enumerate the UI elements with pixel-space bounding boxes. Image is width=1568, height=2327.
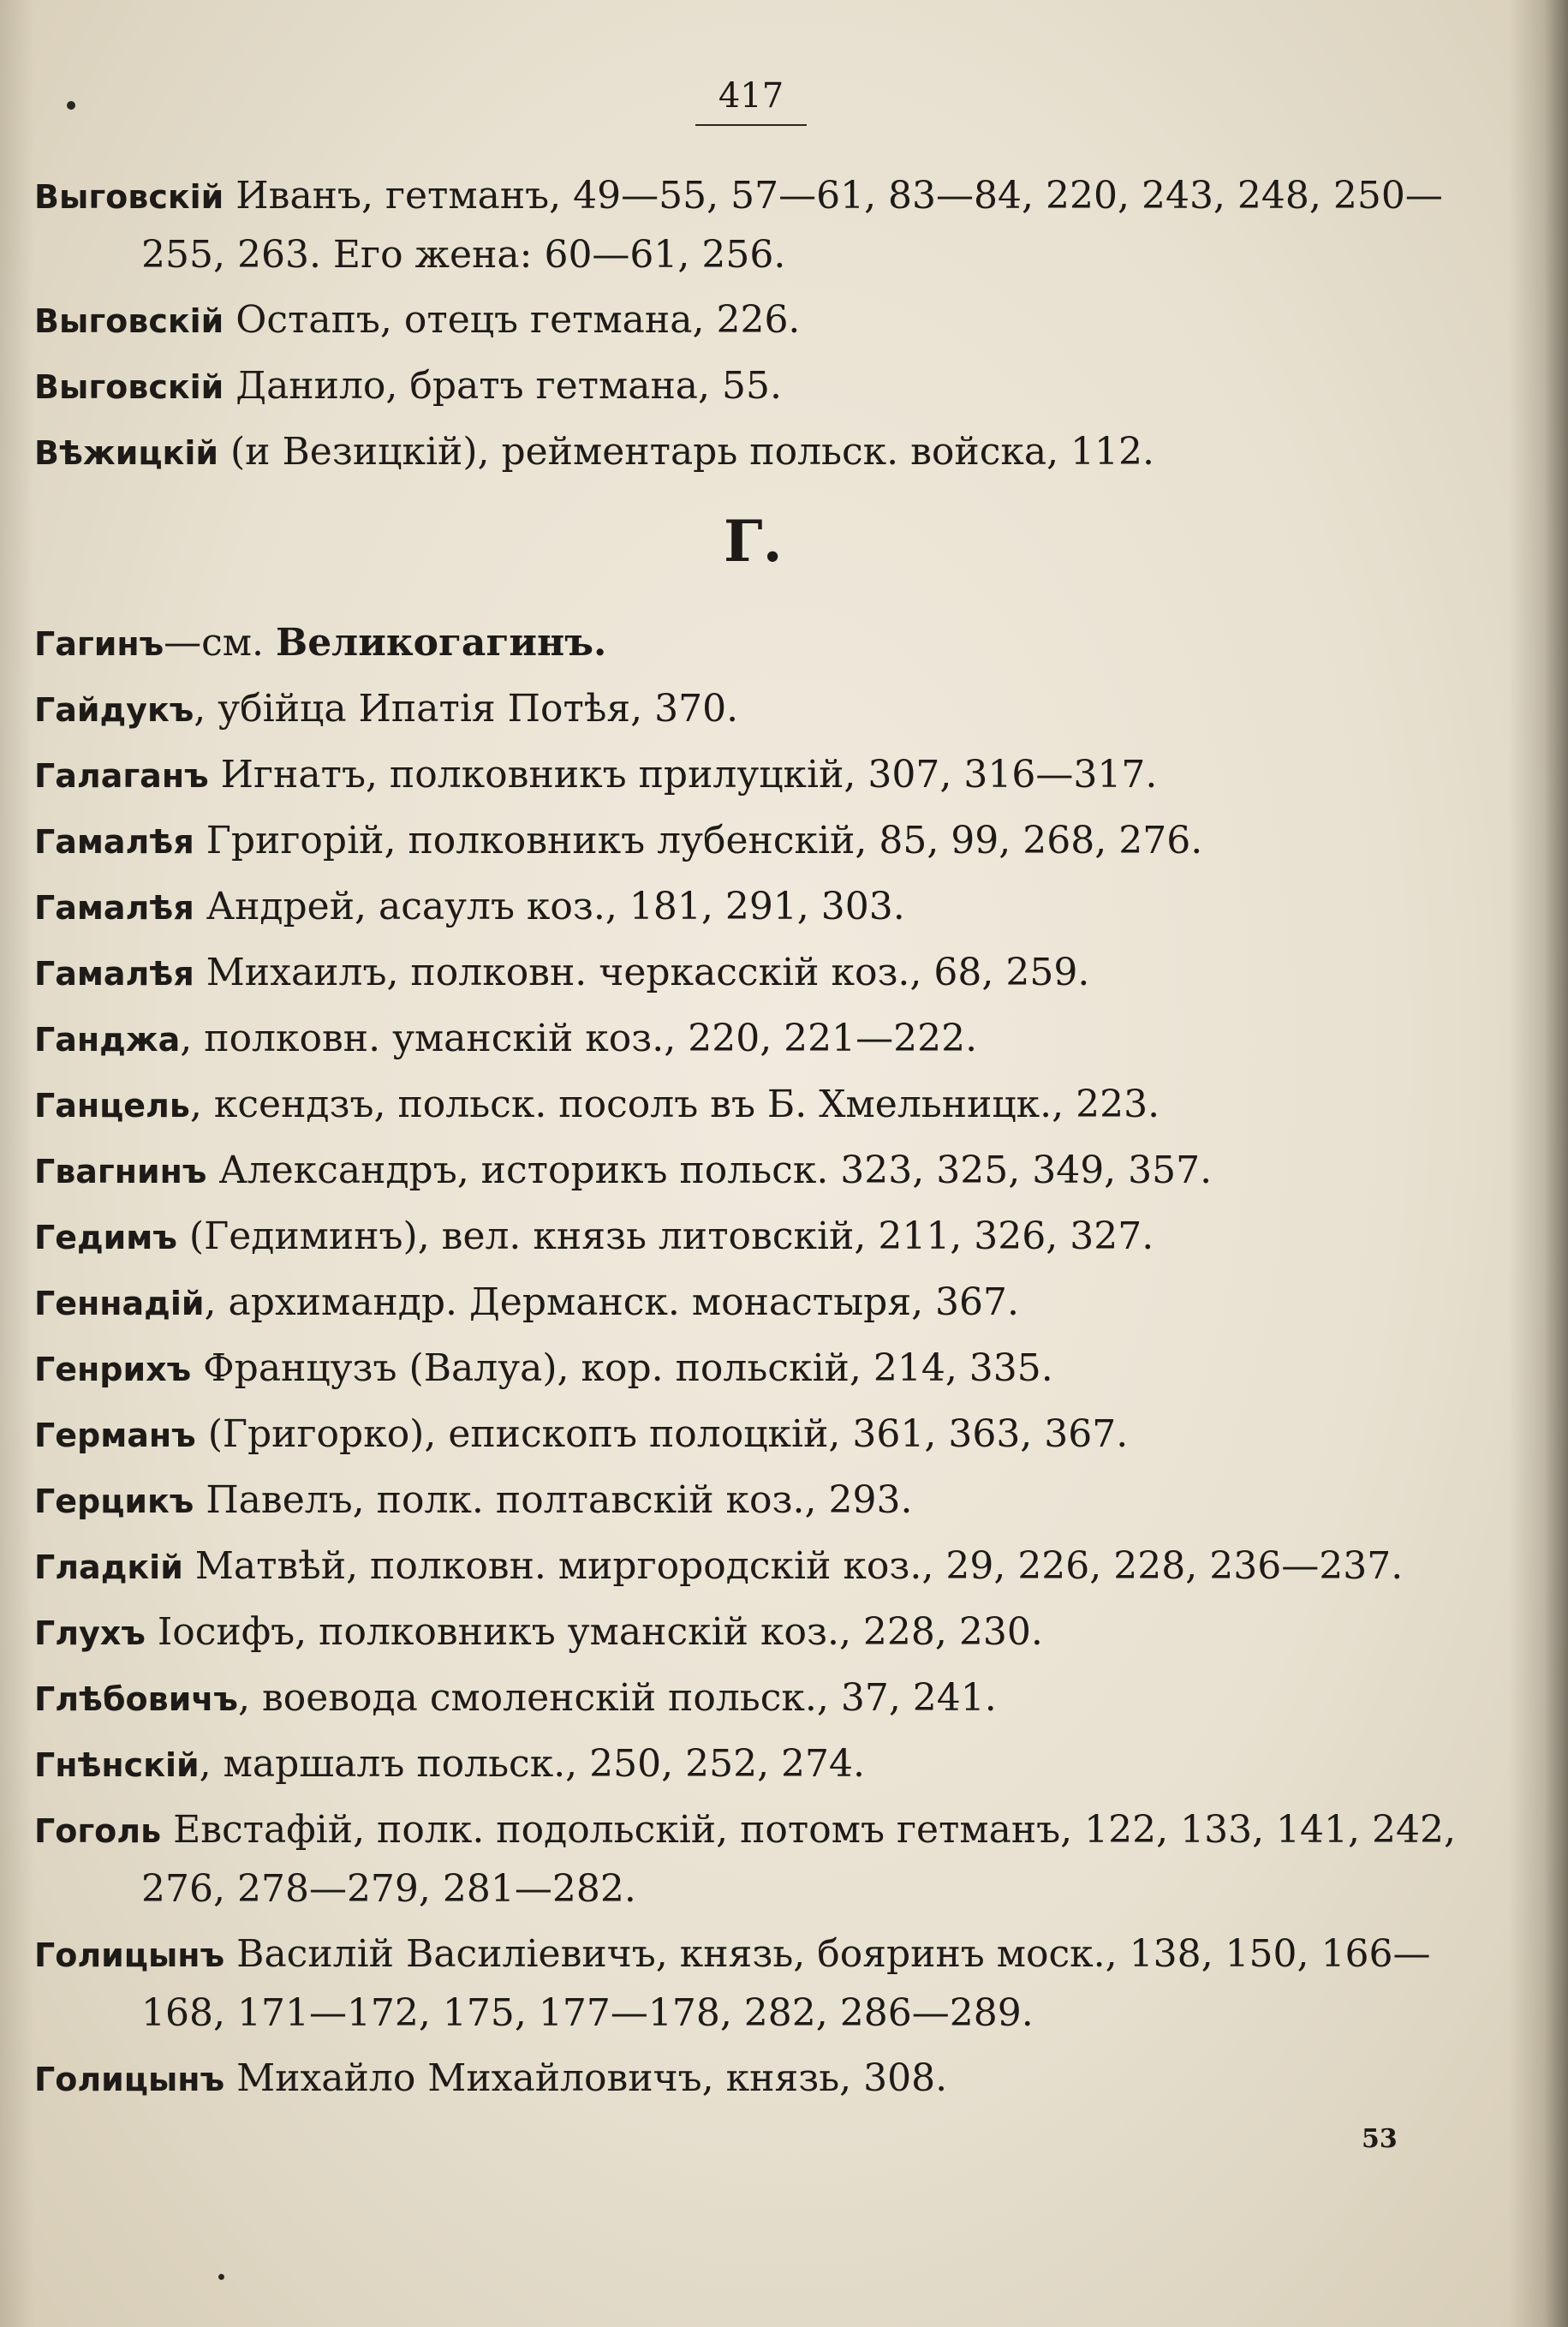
entry-name: Генрихъ	[34, 1351, 192, 1388]
entry-text: Матвѣй, полковн. миргородскій коз., 29, 226, 228, 236—237.	[182, 1544, 1404, 1588]
entry-text: Евстафій, полк. подольскій, потомъ гетманъ, 122, 133, 141, 242, 276, 278—279, 281—282.	[141, 1808, 1456, 1911]
entry-text: (Григорко), епископъ полоцкій, 361, 363, 367.	[195, 1412, 1129, 1456]
entry-text: Павелъ, полк. полтавскій коз., 293.	[194, 1478, 913, 1522]
entry-text: Остапъ, отецъ гетмана, 226.	[224, 298, 801, 342]
index-entry	[34, 1471, 1490, 1530]
entry-name: Гагинъ	[34, 625, 164, 663]
entry-text: Александръ, историкъ польск. 323, 325, 349, 357.	[206, 1149, 1213, 1192]
entry-name: Выговскій	[34, 368, 224, 406]
index-entry	[34, 1076, 1490, 1135]
entry-text: Данило, братъ гетмана, 55.	[224, 364, 782, 408]
entry-name: Гедимъ	[34, 1219, 177, 1256]
entry-name: Гамалѣя	[34, 823, 194, 861]
entry-text: Иванъ, гетманъ, 49—55, 57—61, 83—84, 220, 243, 248, 250—255, 263. Его жена: 60—61, 256.	[141, 174, 1443, 277]
entry-name: Голицынъ	[34, 2061, 225, 2098]
entry-name: Выговскій	[34, 178, 224, 216]
entry-name: Гамалѣя	[34, 955, 194, 993]
entry-name: Ганджа	[34, 1021, 181, 1059]
index-entry	[34, 812, 1490, 871]
entry-text: Григорій, полковникъ лубенскій, 85, 99, 268, 276.	[194, 819, 1203, 862]
index-entries-g	[34, 680, 1490, 2109]
entry-text: , маршалъ польск., 250, 252, 274.	[199, 1742, 866, 1786]
entry-text: , убійца Ипатія Потѣя, 370.	[194, 687, 739, 731]
entry-text: (Гедиминъ), вел. князь литовскій, 211, 326, 327.	[176, 1214, 1154, 1258]
index-entry	[34, 1669, 1490, 1728]
entry-text: , ксендзъ, польск. посолъ въ Б. Хмельницк., 223.	[189, 1083, 1160, 1126]
index-entry	[34, 680, 1490, 739]
index-entry	[34, 1405, 1490, 1465]
entry-text: Игнатъ, полковникъ прилуцкій, 307, 316—317.	[208, 753, 1158, 797]
index-entry	[34, 1801, 1490, 1918]
entry-text: Василій Василіевичъ, князь, бояринъ моск., 138, 150, 166—168, 171—172, 175, 177—178, 282, 286—289.	[141, 1932, 1431, 2035]
index-entry	[34, 746, 1490, 805]
index-entry	[34, 1142, 1490, 1201]
index-entry	[34, 1010, 1490, 1069]
section-letter-heading: Г.	[724, 508, 783, 575]
index-entry	[34, 357, 1490, 416]
xref-target: Великогагинъ.	[276, 621, 607, 665]
index-entry	[34, 1735, 1490, 1794]
entry-name: Гамалѣя	[34, 889, 194, 927]
page-number-rule	[695, 124, 807, 126]
index-list	[34, 167, 1490, 2115]
entry-name: Галаганъ	[34, 757, 209, 795]
ink-speck	[218, 2274, 224, 2280]
entry-text: , воевода смоленскій польск., 37, 241.	[237, 1676, 997, 1720]
index-entry	[34, 944, 1490, 1003]
index-entries-v	[34, 167, 1490, 482]
index-entry	[34, 1537, 1490, 1596]
entry-name: Глѣбовичъ	[34, 1680, 238, 1718]
index-entry	[34, 1340, 1490, 1399]
entry-text: , архимандр. Дерманск. монастыря, 367.	[204, 1280, 1020, 1324]
entry-name: Геннадій	[34, 1285, 205, 1322]
entry-text: Французъ (Валуа), кор. польскій, 214, 335.	[191, 1346, 1053, 1390]
index-entry	[34, 1208, 1490, 1267]
entry-text: Андрей, асаулъ коз., 181, 291, 303.	[194, 885, 905, 928]
index-entry	[34, 423, 1490, 482]
entry-name: Голицынъ	[34, 1936, 225, 1974]
entry-name: Герцикъ	[34, 1483, 194, 1520]
index-entry	[34, 1274, 1490, 1333]
entry-name: Гладкій	[34, 1548, 183, 1586]
entry-name: Выговскій	[34, 302, 224, 340]
entry-name: Германъ	[34, 1417, 196, 1454]
index-entry-xref	[34, 614, 1490, 673]
signature-mark: 53	[1362, 2124, 1398, 2154]
entry-name: Вѣжицкій	[34, 434, 218, 472]
entry-name: Гвагнинъ	[34, 1153, 207, 1190]
entry-text: Іосифъ, полковникъ уманскій коз., 228, 230.	[145, 1610, 1043, 1654]
index-entry	[34, 1925, 1490, 2043]
entry-name: Ганцель	[34, 1087, 190, 1125]
ink-speck	[67, 101, 75, 110]
page-number: 417	[718, 76, 784, 116]
entry-text: Михаилъ, полковн. черкасскій коз., 68, 259.	[194, 951, 1090, 994]
entry-text: , полковн. уманскій коз., 220, 221—222.	[180, 1017, 978, 1060]
index-entry	[34, 878, 1490, 937]
entry-name: Гайдукъ	[34, 691, 194, 729]
entry-name: Гнѣнскій	[34, 1746, 200, 1784]
entry-text: (и Везицкій), рейментарь польск. войска, 112.	[218, 430, 1155, 474]
entry-text: —см.	[164, 621, 276, 665]
index-entry	[34, 2050, 1490, 2109]
index-entry	[34, 1603, 1490, 1662]
entry-name: Гоголь	[34, 1812, 162, 1850]
index-entry	[34, 167, 1490, 284]
entry-name: Глухъ	[34, 1614, 146, 1652]
entry-text: Михайло Михайловичъ, князь, 308.	[224, 2056, 948, 2100]
index-entry	[34, 291, 1490, 350]
